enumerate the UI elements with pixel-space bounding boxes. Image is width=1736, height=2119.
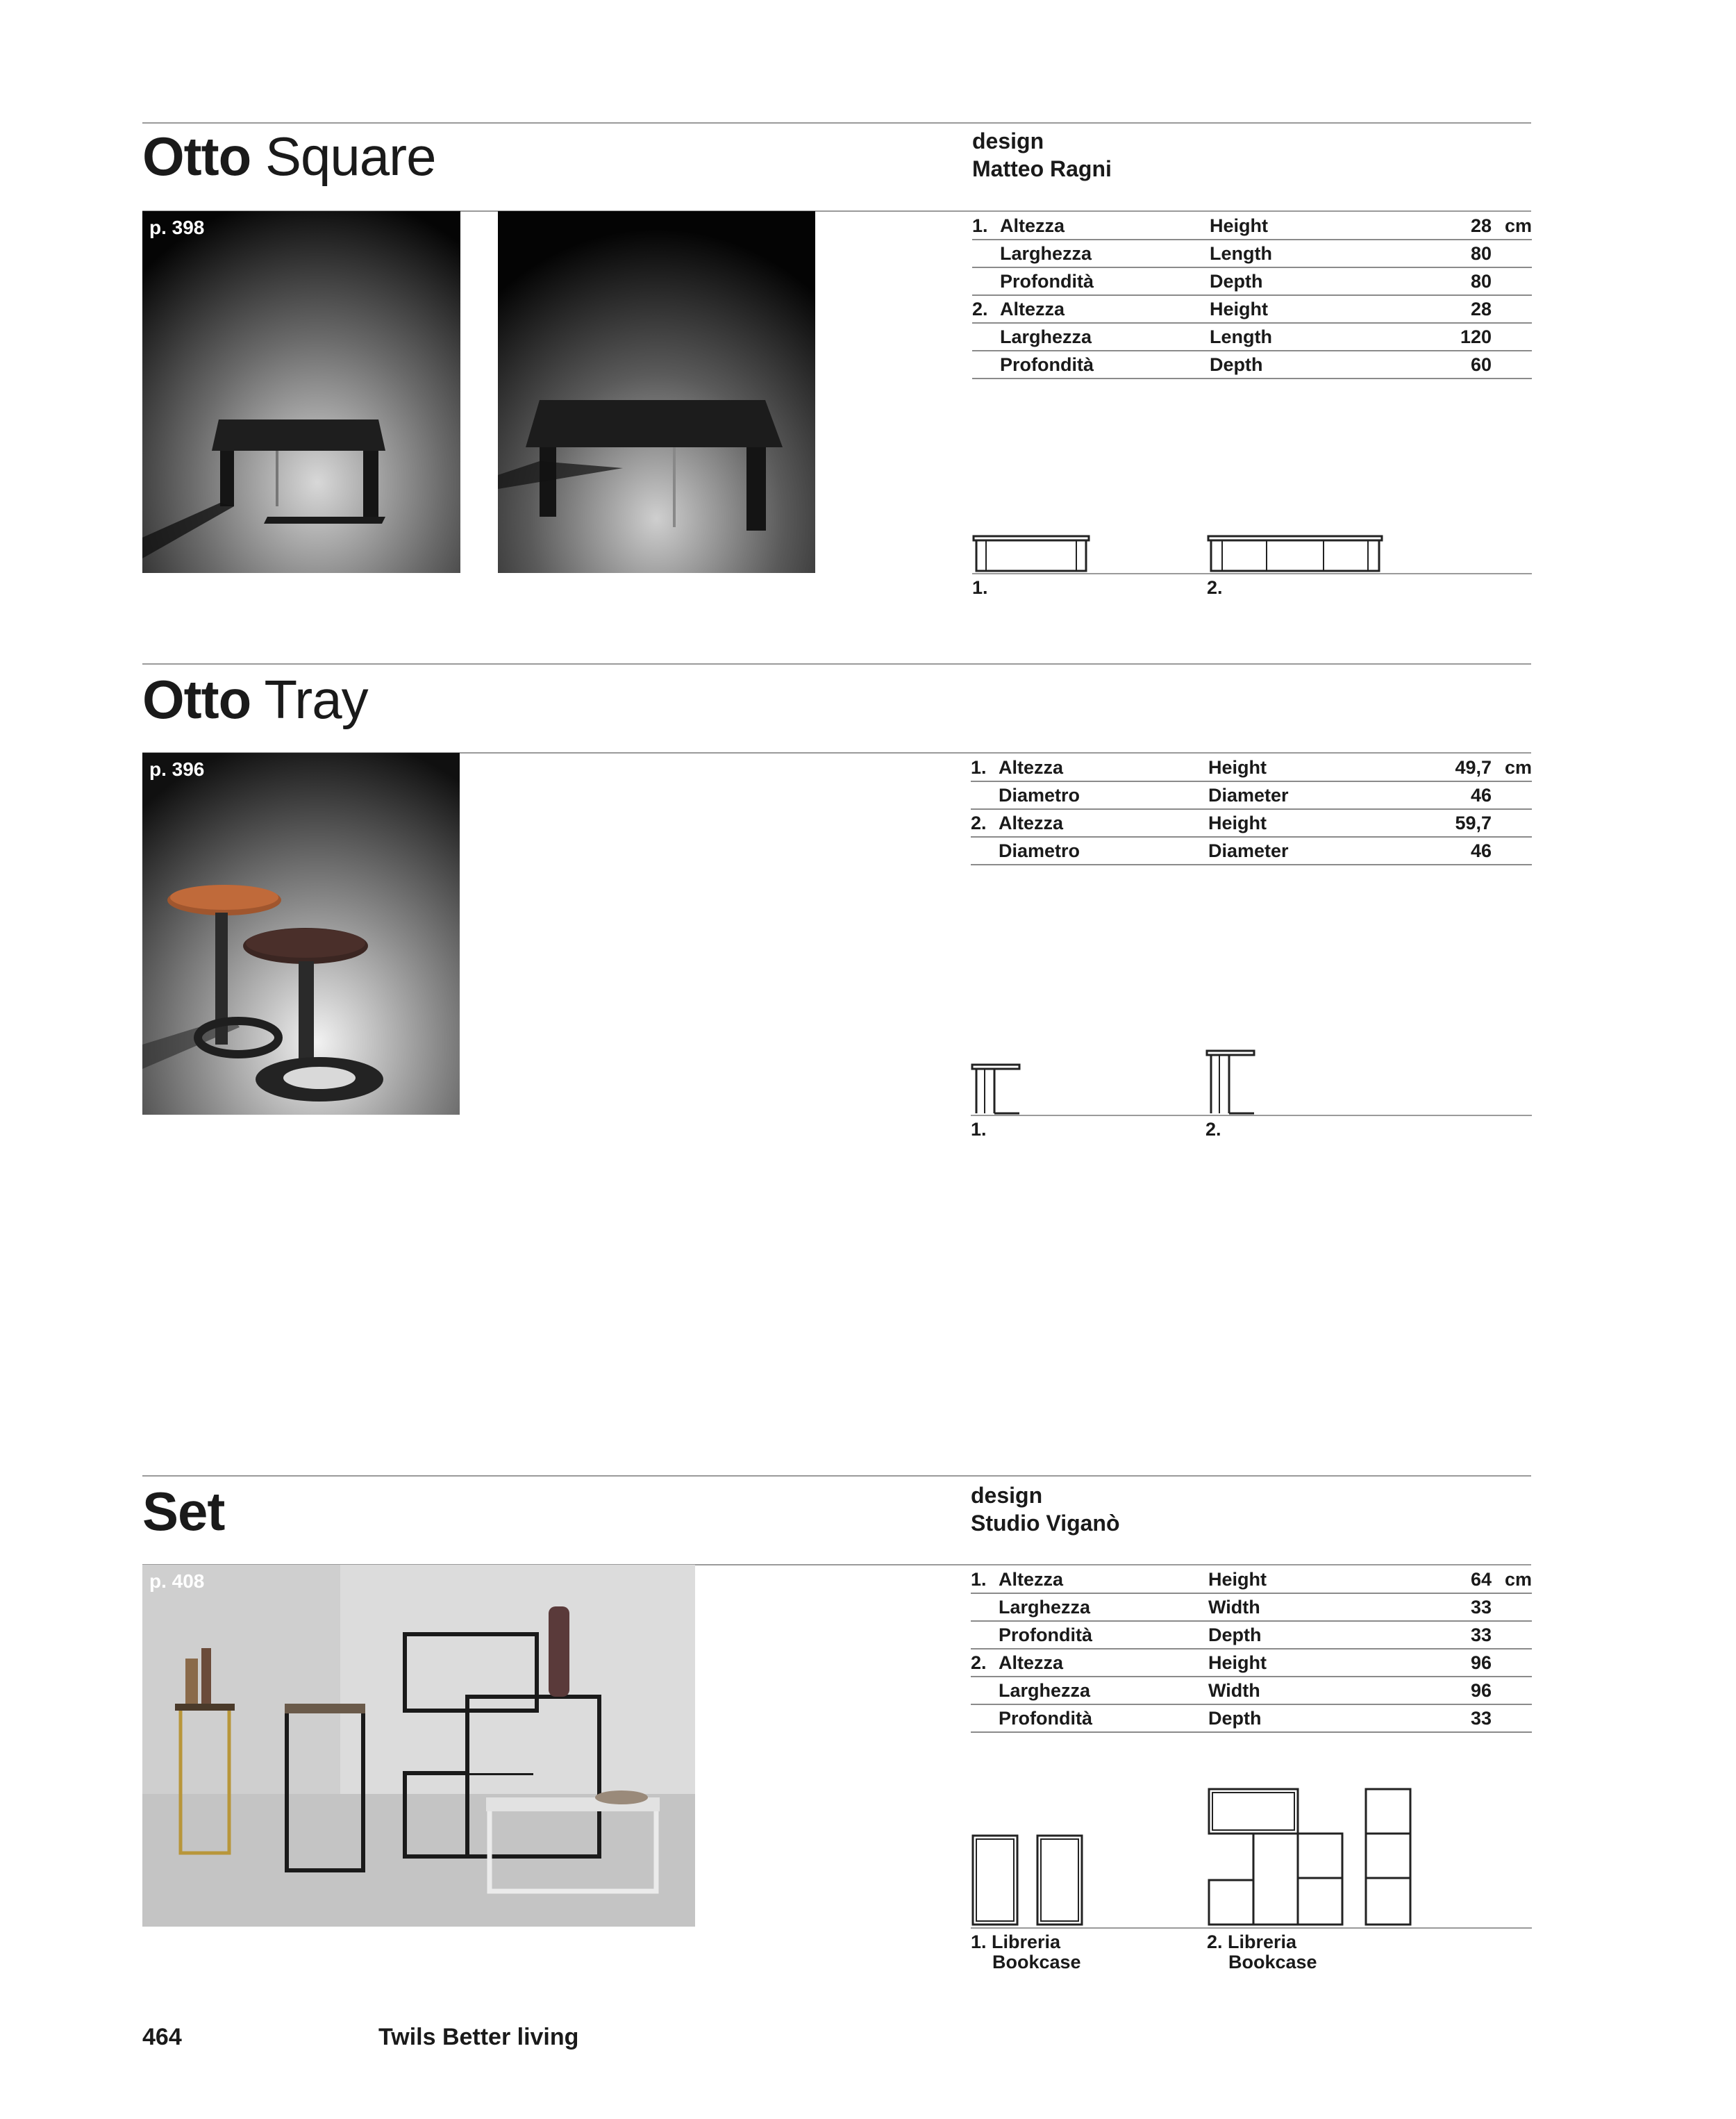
- spec-number: 2.: [971, 1652, 987, 1673]
- footer-brand: Twils Better living: [378, 2024, 579, 2050]
- drawing-label-line2: Bookcase: [992, 1952, 1081, 1972]
- spec-value: 33: [1470, 1708, 1492, 1729]
- drawing-label: 1.: [971, 1119, 987, 1140]
- spec-label-it: Profondità: [999, 1708, 1092, 1729]
- designer-name: Studio Viganò: [971, 1511, 1120, 1536]
- product-name-light: Square: [265, 126, 436, 187]
- spec-row: [972, 296, 1532, 324]
- spec-label-en: Depth: [1208, 1624, 1262, 1645]
- spec-value: 28: [1470, 215, 1492, 236]
- spec-row: [971, 810, 1532, 838]
- spec-label-it: Altezza: [1000, 215, 1065, 236]
- design-label: design: [972, 128, 1044, 153]
- spec-number: 1.: [972, 215, 988, 236]
- spec-label-en: Depth: [1208, 1708, 1262, 1729]
- page-number: 464: [142, 2024, 182, 2050]
- product-name-bold: Set: [142, 1481, 225, 1542]
- otto-tray-photo: [142, 753, 460, 1115]
- spec-label-en: Width: [1208, 1597, 1260, 1618]
- spec-label-it: Altezza: [999, 757, 1064, 778]
- spec-label-it: Larghezza: [999, 1597, 1091, 1618]
- spec-table: [972, 213, 1532, 379]
- spec-label-it: Profondità: [1000, 354, 1094, 375]
- spec-label-en: Height: [1210, 215, 1268, 236]
- spec-value: 60: [1470, 354, 1492, 375]
- spec-label-it: Larghezza: [1000, 243, 1092, 264]
- spec-row: [972, 351, 1532, 379]
- spec-label-it: Diametro: [999, 840, 1080, 861]
- drawing-baseline: [971, 1927, 1532, 1929]
- product-name-bold: Otto: [142, 669, 251, 730]
- spec-label-en: Length: [1210, 326, 1272, 347]
- spec-row: [971, 782, 1532, 810]
- section-top-rule: [142, 1475, 1531, 1477]
- spec-row: [972, 240, 1532, 268]
- spec-row: [971, 754, 1532, 782]
- product-name-light: Tray: [264, 669, 368, 730]
- spec-label-it: Profondità: [999, 1624, 1092, 1645]
- spec-value: 33: [1470, 1597, 1492, 1618]
- spec-label-en: Depth: [1210, 271, 1263, 292]
- spec-label-en: Diameter: [1208, 785, 1289, 806]
- technical-drawing-1: [971, 1834, 1089, 1927]
- spec-label-it: Larghezza: [1000, 326, 1092, 347]
- design-label: design: [971, 1483, 1043, 1508]
- spec-label-it: Altezza: [1000, 299, 1065, 319]
- spec-number: 2.: [972, 299, 988, 319]
- drawing-label: [1207, 1932, 1317, 1972]
- technical-drawing-1: [971, 1059, 1026, 1115]
- design-credit: [972, 127, 1112, 183]
- spec-number: 2.: [971, 813, 987, 833]
- set-photo: [142, 1565, 695, 1927]
- spec-value: 64: [1470, 1569, 1492, 1590]
- spec-label-en: Depth: [1210, 354, 1263, 375]
- spec-value: 46: [1470, 785, 1492, 806]
- spec-table: [971, 754, 1532, 865]
- spec-value: 28: [1470, 299, 1492, 319]
- spec-label-en: Height: [1208, 813, 1267, 833]
- drawing-baseline: [971, 1115, 1532, 1116]
- spec-unit: cm: [1504, 1569, 1532, 1590]
- technical-drawing-2: [1207, 1787, 1415, 1927]
- otto-square-photo-2: [498, 211, 815, 573]
- page-reference: p. 398: [149, 217, 205, 238]
- spec-row: [971, 1650, 1532, 1677]
- spec-value: 96: [1470, 1680, 1492, 1701]
- spec-unit: cm: [1504, 215, 1532, 236]
- product-title: [142, 669, 368, 730]
- spec-value: 80: [1470, 271, 1492, 292]
- spec-label-en: Length: [1210, 243, 1272, 264]
- spec-value: 49,7: [1455, 757, 1492, 778]
- spec-row: [971, 838, 1532, 865]
- spec-label-it: Profondità: [1000, 271, 1094, 292]
- spec-value: 46: [1470, 840, 1492, 861]
- drawing-label: 2.: [1207, 577, 1223, 598]
- product-photo: [498, 211, 815, 573]
- spec-label-it: Altezza: [999, 1569, 1064, 1590]
- spec-row: [971, 1705, 1532, 1733]
- technical-drawing-1: [972, 528, 1097, 576]
- product-photo: [142, 211, 460, 573]
- spec-row: [972, 324, 1532, 351]
- page-reference: p. 396: [149, 758, 205, 780]
- spec-value: 120: [1460, 326, 1492, 347]
- spec-row: [972, 268, 1532, 296]
- drawing-label: 1.: [972, 577, 988, 598]
- product-photo: [142, 1565, 695, 1927]
- spec-label-en: Height: [1208, 1569, 1267, 1590]
- spec-table: [971, 1566, 1532, 1733]
- design-credit: [971, 1481, 1120, 1537]
- designer-name: Matteo Ragni: [972, 156, 1112, 181]
- spec-label-it: Altezza: [999, 1652, 1064, 1673]
- spec-label-en: Height: [1208, 757, 1267, 778]
- spec-row: [971, 1622, 1532, 1650]
- spec-unit: cm: [1504, 757, 1532, 778]
- section-top-rule: [142, 122, 1531, 124]
- spec-number: 1.: [971, 757, 987, 778]
- spec-label-it: Diametro: [999, 785, 1080, 806]
- drawing-label-line1: 2. Libreria: [1207, 1931, 1297, 1952]
- spec-label-en: Width: [1208, 1680, 1260, 1701]
- technical-drawing-2: [1205, 1045, 1261, 1115]
- technical-drawing-2: [1207, 528, 1387, 576]
- spec-row: [971, 1677, 1532, 1705]
- drawing-label-line1: 1. Libreria: [971, 1931, 1061, 1952]
- spec-value: 96: [1470, 1652, 1492, 1673]
- spec-row: [971, 1594, 1532, 1622]
- drawing-label: [971, 1932, 1081, 1972]
- spec-row: [971, 1566, 1532, 1594]
- spec-label-en: Diameter: [1208, 840, 1289, 861]
- otto-square-photo-1: [142, 211, 460, 573]
- product-photo: [142, 753, 460, 1115]
- product-name-bold: Otto: [142, 126, 251, 187]
- page-reference: p. 408: [149, 1570, 205, 1592]
- section-top-rule: [142, 663, 1531, 665]
- drawing-baseline: [972, 573, 1532, 574]
- spec-value: 80: [1470, 243, 1492, 264]
- spec-label-it: Altezza: [999, 813, 1064, 833]
- spec-row: [972, 213, 1532, 240]
- spec-label-en: Height: [1208, 1652, 1267, 1673]
- spec-value: 59,7: [1455, 813, 1492, 833]
- spec-value: 33: [1470, 1624, 1492, 1645]
- product-title: [142, 126, 436, 187]
- drawing-label: 2.: [1205, 1119, 1221, 1140]
- spec-number: 1.: [971, 1569, 987, 1590]
- drawing-label-line2: Bookcase: [1228, 1952, 1317, 1972]
- product-title: [142, 1481, 225, 1542]
- spec-label-en: Height: [1210, 299, 1268, 319]
- spec-label-it: Larghezza: [999, 1680, 1091, 1701]
